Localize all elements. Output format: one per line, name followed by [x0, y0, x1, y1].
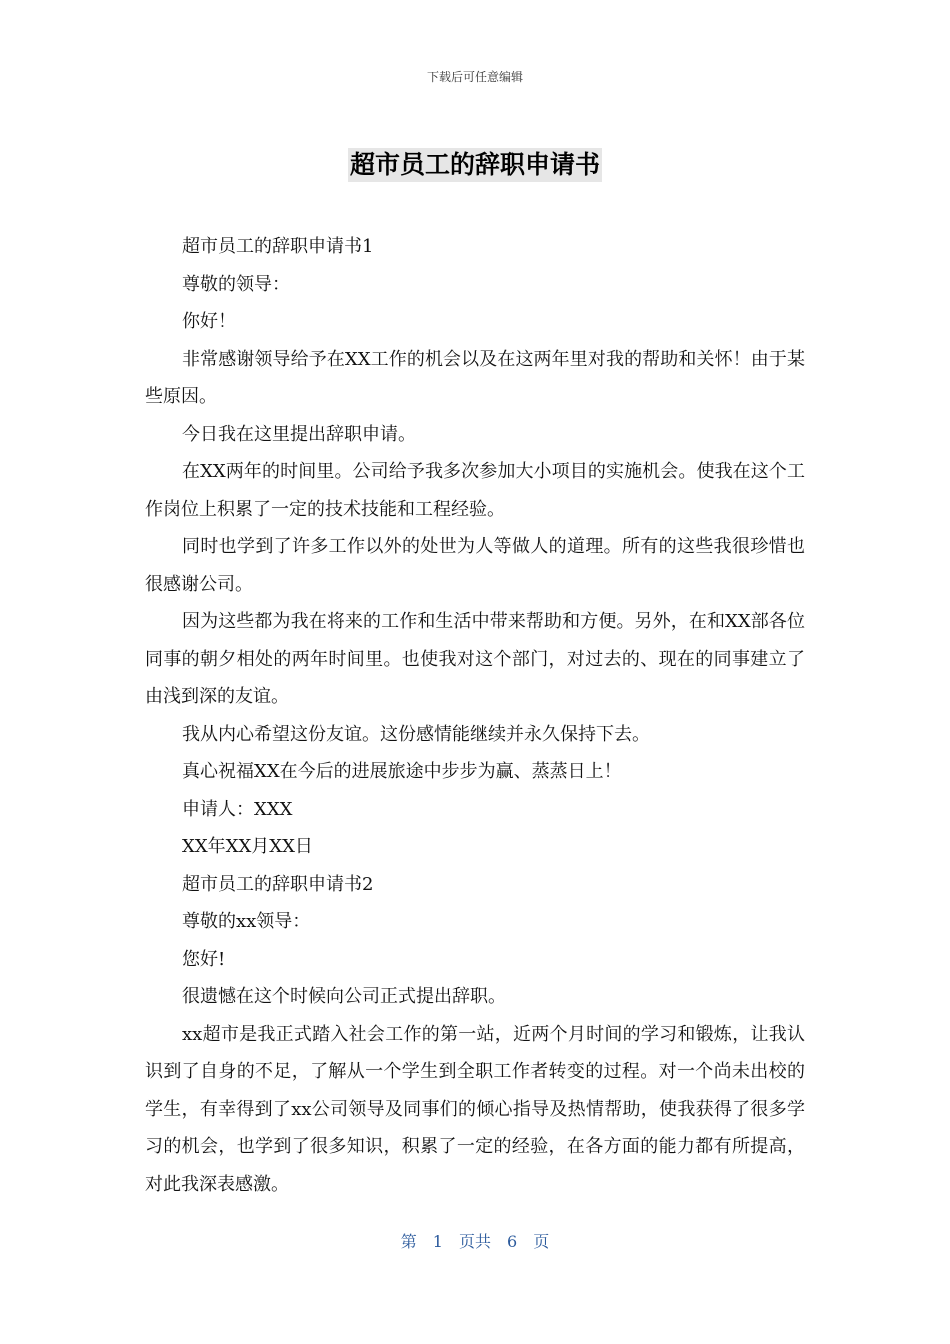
footer-middle: 页共 — [458, 1232, 491, 1251]
paragraph: 申请人：XXX — [182, 798, 293, 820]
document-title: 超市员工的辞职申请书 — [348, 148, 602, 182]
paragraph: 你好！ — [182, 311, 236, 332]
paragraph: 真心祝福XX在今后的进展旅途中步步为赢、蒸蒸日上！ — [182, 761, 622, 782]
paragraph: 同时也学到了许多工作以外的处世为人等做人的道理。所有的这些我很珍惜也很感谢公司。 — [145, 536, 805, 595]
header-note: 下载后可任意编辑 — [426, 70, 523, 84]
paragraph: 非常感谢领导给予在XX工作的机会以及在这两年里对我的帮助和关怀！由于某些原因。 — [145, 348, 805, 407]
paragraph: 您好! — [182, 948, 226, 970]
footer-prefix: 第 — [400, 1232, 417, 1251]
paragraph: 超市员工的辞职申请书2 — [182, 873, 374, 895]
paragraph: xx超市是我正式踏入社会工作的第一站，近两个月时间的学习和锻炼，让我认识到了自身的不足，了解从一个学生到全职工作者转变的过程。对一个尚未出校的学生，有幸得到了xx公司领导及同事们的倾心指导及热情帮助，使我获得了很多学习的机会，也学到了很多知识，积累了一定的经验，在各方面的能力都有所提高，对此我深表感激。 — [145, 1023, 805, 1195]
footer-suffix: 页 — [533, 1232, 550, 1251]
footer-total-pages: 6 — [507, 1232, 518, 1251]
title-container — [0, 148, 950, 182]
paragraph: 很遗憾在这个时候向公司正式提出辞职。 — [182, 986, 506, 1007]
page-footer — [0, 1229, 950, 1252]
paragraph: 在XX两年的时间里。公司给予我多次参加大小项目的实施机会。使我在这个工作岗位上积累了一定的技术技能和工程经验。 — [145, 461, 805, 520]
paragraph: XX年XX月XX日 — [182, 836, 313, 857]
document-body — [145, 228, 805, 1203]
paragraph: 我从内心希望这份友谊。这份感情能继续并永久保持下去。 — [182, 723, 650, 745]
paragraph: 尊敬的领导： — [182, 273, 290, 295]
paragraph: 因为这些都为我在将来的工作和生活中带来帮助和方便。另外，在和XX部各位同事的朝夕相处的两年时间里。也使我对这个部门，对过去的、现在的同事建立了由浅到深的友谊。 — [145, 611, 805, 707]
paragraph: 今日我在这里提出辞职申请。 — [182, 423, 416, 445]
paragraph: 尊敬的xx领导： — [182, 911, 311, 932]
paragraph: 超市员工的辞职申请书1 — [182, 236, 374, 257]
footer-page-number: 1 — [432, 1232, 443, 1251]
